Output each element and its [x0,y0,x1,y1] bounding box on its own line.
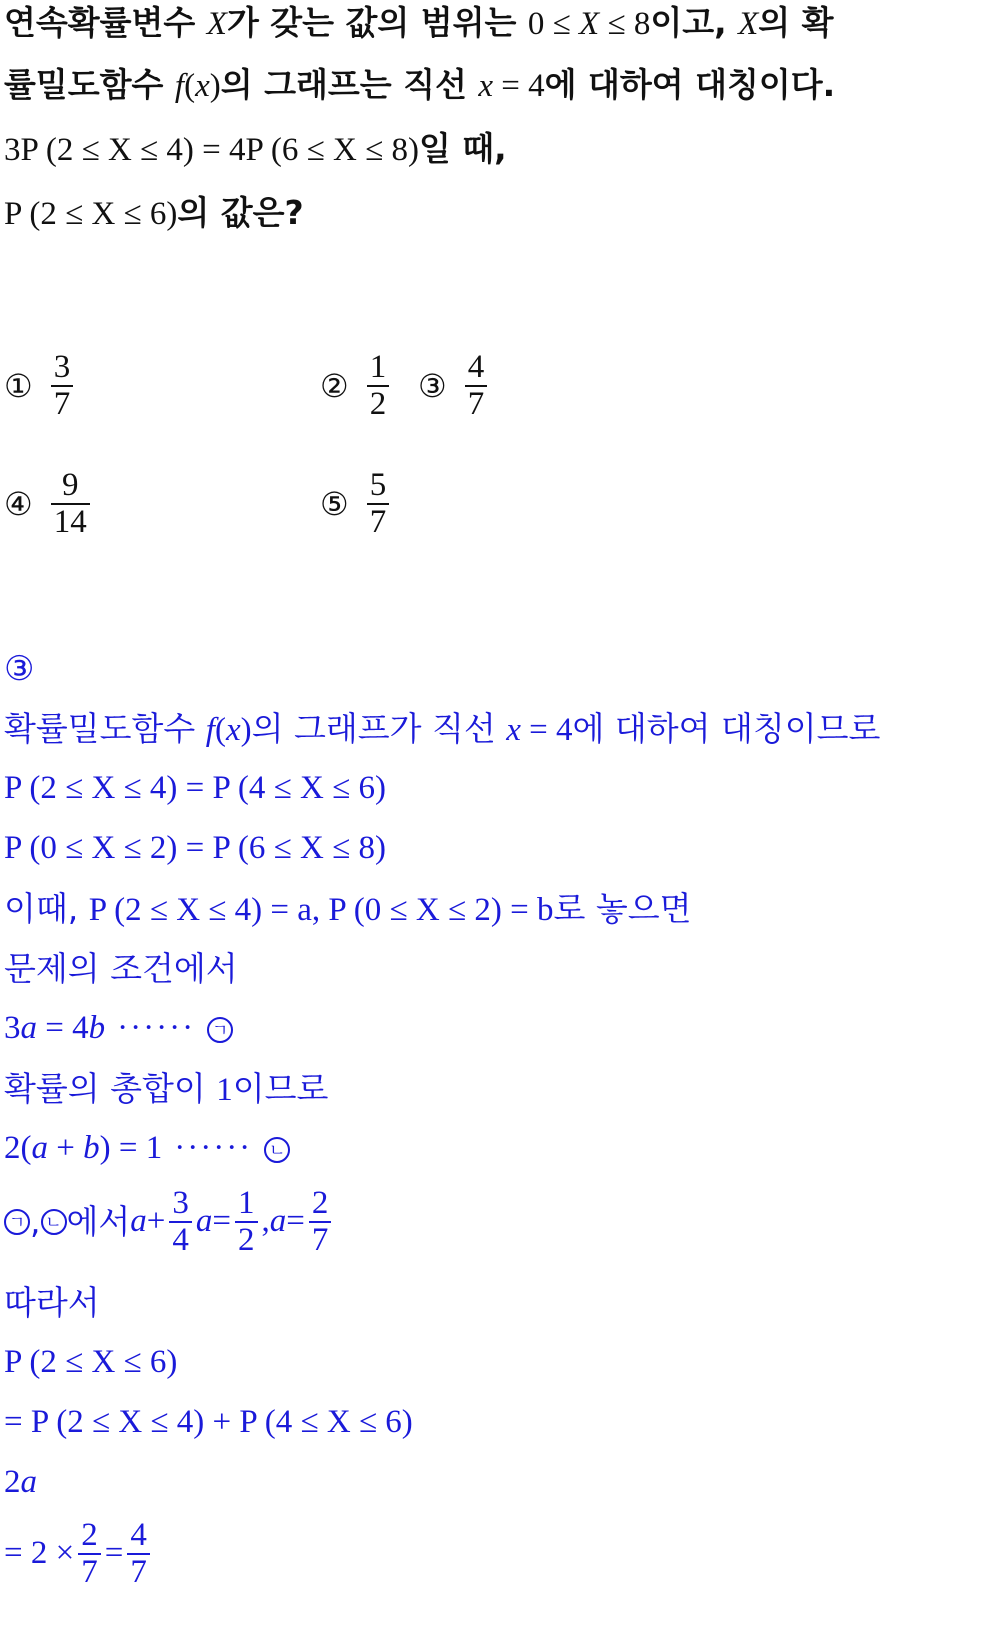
fraction [127,1518,150,1589]
fraction [367,468,390,539]
fraction [169,1186,192,1257]
math-var: f [174,68,185,104]
solution-line-8 [4,1132,290,1165]
fraction-numerator: 5 [369,467,387,503]
fraction-denominator: 14 [53,503,87,540]
math-var: X [579,6,600,42]
math-expr: 3P (2 ≤ X ≤ 4) = 4P (6 ≤ X ≤ 8) [4,132,419,168]
math-expr: + [146,1203,166,1240]
math-var: a [31,1130,48,1166]
math-expr: ) [209,68,221,104]
math-expr: P (2 ≤ X ≤ 4) = a, P (0 ≤ X ≤ 2) = b [88,892,554,928]
solution-line-9 [4,1186,335,1257]
fraction-numerator: 4 [130,1517,147,1553]
fraction-numerator: 9 [61,467,79,503]
fraction-numerator: 4 [467,349,485,385]
question-line-2 [4,65,836,104]
question-text: 의 확 [758,3,834,42]
question-line-4 [4,193,304,232]
math-var: x [478,68,493,104]
fraction-denominator: 7 [369,503,387,540]
choice-1[interactable] [4,350,77,421]
fraction-denominator: 7 [81,1553,98,1590]
solution-line-7 [4,1069,329,1108]
fraction [51,350,74,421]
question-text: 가 갖는 값의 범위는 [226,3,528,42]
question-text: 의 값은? [177,193,304,232]
solution-text: 확률밀도함수 [4,709,206,748]
solution-line-2 [4,772,386,805]
solution-text: 의 그래프가 직선 [251,709,507,748]
math-expr: = [286,1203,305,1240]
question-text: 의 그래프는 직선 [220,65,479,104]
fraction-denominator: 7 [130,1553,147,1590]
question-line-3 [4,129,507,168]
fraction-denominator: 4 [172,1221,189,1258]
solution-text: 에 대하여 대칭이므로 [572,709,881,748]
solution-text: 에서 [66,1202,131,1242]
math-expr: 0 ≤ [527,6,580,42]
question-text: 률밀도함수 [4,65,175,104]
fraction [78,1518,101,1589]
fraction-denominator: 7 [311,1221,329,1258]
math-var: a [195,1203,213,1240]
math-var: x [506,712,521,748]
fraction [309,1186,332,1257]
solution-line-14 [4,1518,154,1589]
solution-text: 이므로 [232,1069,329,1108]
question-text: 연속확률변수 [4,3,207,42]
math-expr: = 4 [520,712,573,748]
solution-text: 이때, [4,889,89,928]
solution-text: , [30,1202,41,1242]
math-expr: 1 [216,1072,233,1108]
fraction [465,350,488,421]
question-text: 에 대하여 대칭이다. [544,65,836,104]
choice-2[interactable] [320,350,393,421]
fraction [51,468,90,539]
choice-mark: ③ [418,366,447,405]
math-expr: + [48,1130,84,1166]
solution-answer [4,649,48,689]
math-expr: P (0 ≤ X ≤ 2) = P (6 ≤ X ≤ 8) [4,830,386,866]
math-expr: = [104,1535,124,1572]
fraction-denominator: 2 [369,385,387,422]
math-var: a [130,1203,147,1240]
math-expr: 2( [4,1130,32,1166]
circled-giyeok-mark: ㄱ [207,1017,233,1043]
math-var: f [205,712,215,748]
math-expr: 3 [4,1010,21,1046]
solution-line-6 [4,1012,233,1045]
math-var: x [195,68,210,104]
solution-line-13 [4,1466,37,1499]
math-expr: ) [240,712,252,748]
circled-giyeok-mark: ㄱ [4,1209,30,1235]
ellipsis: ······ [117,1010,196,1046]
fraction-numerator: 3 [53,349,71,385]
solution-text: 확률의 총합이 [4,1069,217,1108]
fraction-denominator: 7 [53,385,71,422]
solution-line-5 [4,949,238,988]
math-var: x [225,712,241,748]
solution-line-11 [4,1346,177,1379]
math-expr: = P (2 ≤ X ≤ 4) + P (4 ≤ X ≤ 6) [4,1404,413,1440]
math-var: b [88,1010,106,1046]
choice-5[interactable] [320,468,393,539]
math-expr: = 4 [37,1010,89,1046]
fraction-numerator: 2 [311,1185,329,1221]
choice-3[interactable] [418,350,491,421]
solution-line-4 [4,889,692,928]
math-var: a [269,1203,287,1240]
choice-mark: ④ [4,484,33,523]
math-expr: , [261,1203,270,1240]
solution-line-3 [4,832,386,865]
math-expr: ( [214,712,226,748]
question-line-1 [4,3,834,42]
math-expr: 2 [4,1464,21,1500]
circled-nieun-mark: ㄴ [264,1137,290,1163]
answer-mark: ③ [4,649,35,689]
math-var: X [206,6,227,42]
choice-mark: ① [4,366,33,405]
choice-4[interactable] [4,468,94,539]
solution-line-12 [4,1406,413,1439]
question-text: 일 때, [418,129,507,168]
fraction-denominator: 7 [467,385,485,422]
solution-text: 따라서 [4,1283,100,1322]
fraction-numerator: 3 [172,1185,189,1221]
math-expr: P (2 ≤ X ≤ 6) [4,1344,178,1380]
circled-nieun-mark: ㄴ [41,1209,67,1235]
fraction-numerator: 1 [369,349,387,385]
math-expr: = 4 [493,68,545,104]
math-expr: ) = 1 [99,1130,163,1166]
math-expr: ( [184,68,196,104]
math-var: a [20,1010,37,1046]
solution-line-10 [4,1283,100,1322]
math-expr: P (2 ≤ X ≤ 4) = P (4 ≤ X ≤ 6) [4,770,386,806]
math-var: X [738,6,759,42]
solution-text: 문제의 조건에서 [4,949,238,988]
fraction-numerator: 1 [238,1185,255,1221]
math-expr: P (2 ≤ X ≤ 6) [4,196,178,232]
choice-mark: ⑤ [320,484,349,523]
math-var: a [20,1464,37,1500]
fraction-numerator: 2 [81,1517,98,1553]
choice-mark: ② [320,366,349,405]
math-expr: = [212,1203,232,1240]
fraction [367,350,390,421]
math-var: b [83,1130,100,1166]
fraction [235,1186,258,1257]
math-expr: ≤ 8 [599,6,651,42]
math-expr: = 2 × [4,1535,75,1572]
question-text: 이고, [650,3,739,42]
solution-text: 로 놓으면 [553,889,692,928]
ellipsis: ······ [174,1130,253,1166]
fraction-denominator: 2 [238,1221,255,1258]
solution-line-1 [4,709,881,748]
